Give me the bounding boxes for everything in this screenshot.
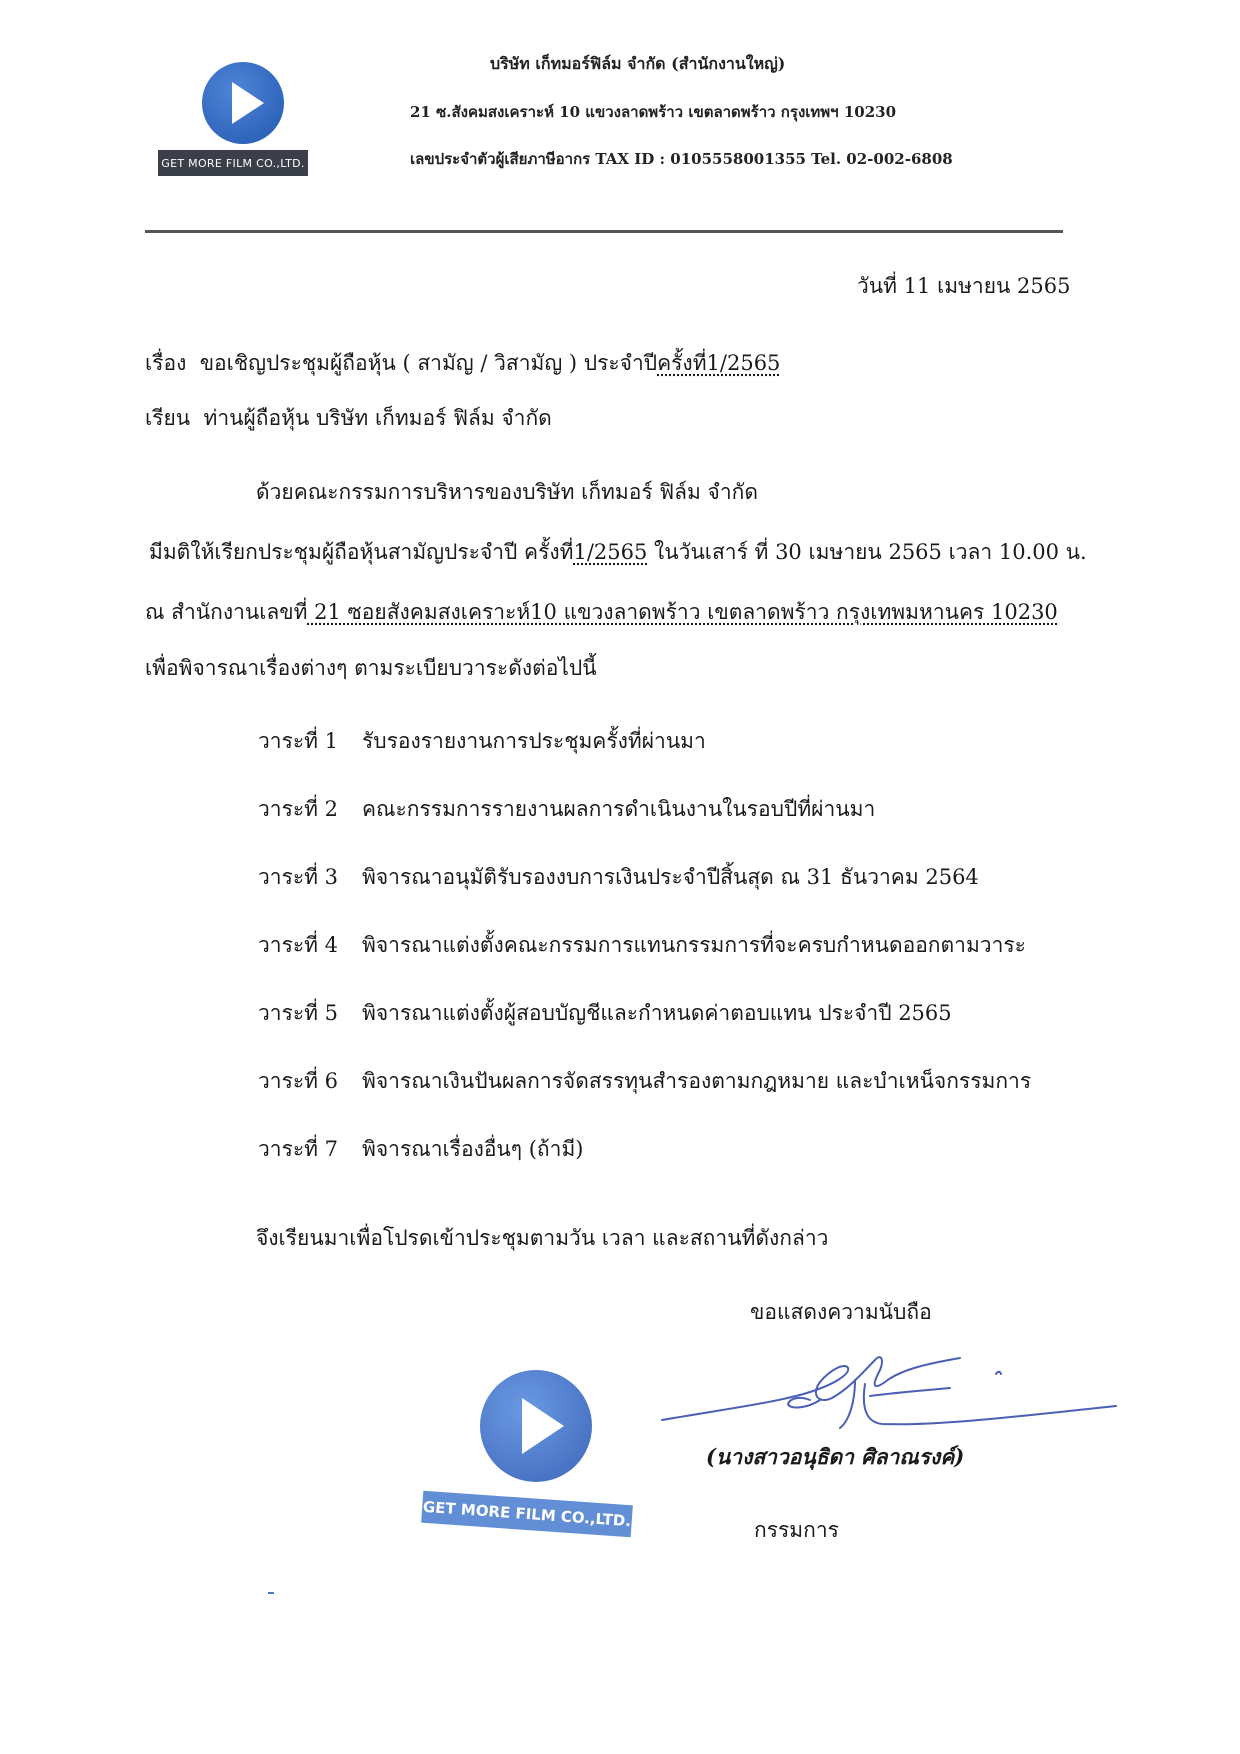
to-text: ท่านผู้ถือหุ้น บริษัท เก็ทมอร์ ฟิล์ม จำกัด bbox=[203, 406, 552, 430]
company-address: 21 ซ.สังคมสงเคราะห์ 10 แขวงลาดพร้าว เขตลาดพร้าว กรุงเทพฯ 10230 bbox=[410, 103, 897, 121]
agenda-number: วาระที่ 7 bbox=[258, 1137, 339, 1161]
agenda-number: วาระที่ 2 bbox=[258, 797, 339, 821]
body-paragraph-2 bbox=[149, 536, 1087, 569]
stamp-text: GET MORE FILM CO.,LTD. bbox=[421, 1491, 633, 1538]
agenda-text: พิจารณาแต่งตั้งคณะกรรมการแทนกรรมการที่จะครบกำหนดออกตามวาระ bbox=[362, 933, 1026, 957]
subject-text: ขอเชิญประชุมผู้ถือหุ้น ( สามัญ / วิสามัญ ) ประจำปี bbox=[199, 351, 658, 375]
logo-text: GET MORE FILM CO.,LTD. bbox=[158, 150, 308, 176]
signer-name: (นางสาวอนุธิดา ศิลาณรงค์) bbox=[706, 1444, 965, 1469]
agenda-text: พิจารณาแต่งตั้งผู้สอบบัญชีและกำหนดค่าตอบแทน ประจำปี 2565 bbox=[362, 1001, 952, 1025]
para2-text-a: มีมติให้เรียกประชุมผู้ถือหุ้นสามัญประจำปี ครั้งที่ bbox=[149, 540, 574, 564]
handwritten-signature bbox=[660, 1340, 1120, 1440]
para3-text-a: ณ สำนักงานเลขที่ bbox=[145, 600, 308, 624]
agenda-item bbox=[258, 725, 706, 758]
agenda-item bbox=[258, 997, 952, 1030]
agenda-item bbox=[258, 1065, 1031, 1098]
regards: ขอแสดงความนับถือ bbox=[750, 1300, 932, 1324]
company-name: บริษัท เก็ทมอร์ฟิล์ม จำกัด (สำนักงานใหญ่) bbox=[490, 54, 786, 73]
signer-position: กรรมการ bbox=[754, 1518, 839, 1542]
to-label: เรียน bbox=[145, 406, 191, 430]
agenda-number: วาระที่ 5 bbox=[258, 1001, 339, 1025]
play-icon bbox=[202, 62, 284, 144]
company-stamp bbox=[420, 1370, 652, 1538]
agenda-text: พิจารณาอนุมัติรับรองงบการเงินประจำปีสิ้นสุด ณ 31 ธันวาคม 2564 bbox=[362, 865, 979, 889]
agenda-item bbox=[258, 929, 1026, 962]
agenda-number: วาระที่ 6 bbox=[258, 1069, 339, 1093]
letter-date: วันที่ 11 เมษายน 2565 bbox=[857, 274, 1071, 298]
subject-label: เรื่อง bbox=[145, 351, 187, 375]
body-paragraph-3 bbox=[145, 596, 1058, 629]
body-paragraph-1: ด้วยคณะกรรมการบริหารของบริษัท เก็ทมอร์ ฟิล์ม จำกัด bbox=[256, 480, 759, 504]
closing-sentence: จึงเรียนมาเพื่อโปรดเข้าประชุมตามวัน เวลา และสถานที่ดังกล่าว bbox=[256, 1226, 829, 1250]
company-logo bbox=[158, 62, 316, 180]
header-divider bbox=[145, 230, 1063, 233]
company-tax-line: เลขประจำตัวผู้เสียภาษีอากร TAX ID : 0105558001355 Tel. 02-002-6808 bbox=[410, 150, 953, 168]
letter-subject bbox=[145, 347, 780, 380]
agenda-text: คณะกรรมการรายงานผลการดำเนินงานในรอบปีที่ผ่านมา bbox=[362, 797, 876, 821]
para3-fill: 21 ซอยสังคมสงเคราะห์10 แขวงลาดพร้าว เขตลาดพร้าว กรุงเทพมหานคร 10230 bbox=[307, 600, 1058, 624]
agenda-text: รับรองรายงานการประชุมครั้งที่ผ่านมา bbox=[362, 729, 706, 753]
stray-mark bbox=[268, 1592, 274, 1594]
agenda-number: วาระที่ 4 bbox=[258, 933, 339, 957]
agenda-number: วาระที่ 1 bbox=[258, 729, 339, 753]
agenda-item bbox=[258, 1133, 583, 1166]
para2-text-b: ในวันเสาร์ ที่ 30 เมษายน 2565 เวลา 10.00 น. bbox=[647, 540, 1087, 564]
agenda-text: พิจารณาเงินปันผลการจัดสรรทุนสำรองตามกฎหมาย และบำเหน็จกรรมการ bbox=[362, 1069, 1032, 1093]
subject-fill: ครั้งที่1/2565 bbox=[657, 351, 781, 375]
body-paragraph-4: เพื่อพิจารณาเรื่องต่างๆ ตามระเบียบวาระดังต่อไปนี้ bbox=[145, 656, 597, 680]
agenda-item bbox=[258, 861, 979, 894]
agenda-item bbox=[258, 793, 875, 826]
letter-recipient bbox=[145, 402, 552, 435]
para2-fill: 1/2565 bbox=[573, 540, 648, 564]
agenda-text: พิจารณาเรื่องอื่นๆ (ถ้ามี) bbox=[362, 1137, 584, 1161]
stamp-play-icon bbox=[480, 1370, 592, 1482]
agenda-number: วาระที่ 3 bbox=[258, 865, 339, 889]
